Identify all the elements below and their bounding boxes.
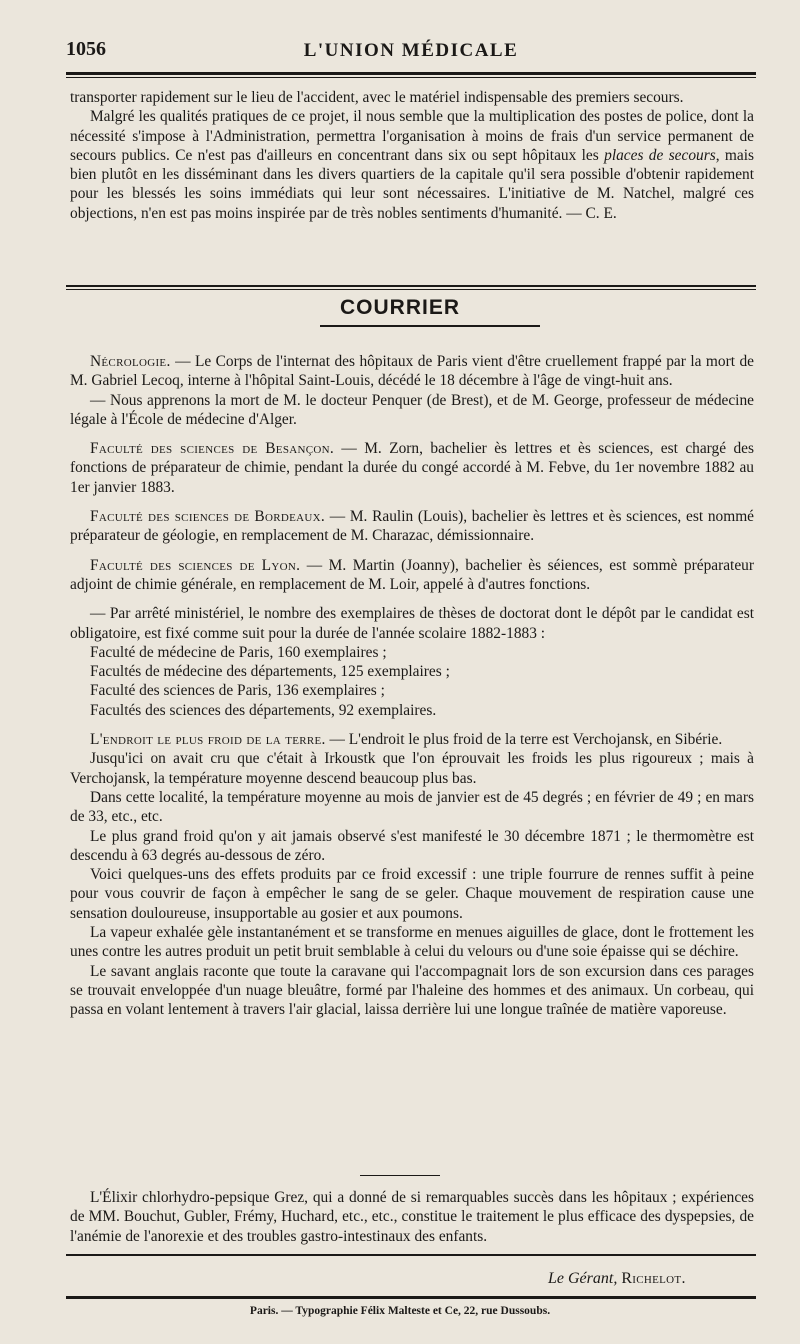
advert-text — [70, 1188, 754, 1246]
froid-paragraph-5: Voici quelques-uns des effets produits par ce froid excessif : une triple fourrure de rennes suffit à peine pour vous couvrir de façon à empêcher le sang de se geler. Chaque mouvement de respiration cause une sensation douloureuse, insupportable au gosier et aux poumons. — [70, 866, 754, 922]
intro-paragraph-2: Malgré les qualités pratiques de ce projet, il nous semble que la multiplication des postes de police, dont la nécessité s'impose à l'Administration, permettra l'organisation à moins de frais d'un service permanent de secours publics. Ce n'est pas d'ailleurs en concentrant dans six ou sept hôpitaux les places de secours, mais bien plutôt en les disséminant dans les divers quartiers de la capitale qu'il sera possible d'obtenir rapidement pour les blessés les soins immédiats qui leur sont nécessaires. L'initiative de M. Natchel, malgré ces objections, n'en est pas moins inspirée par de très nobles sentiments d'humanité. — C. E. — [70, 108, 754, 222]
froid-paragraph-1: L'endroit le plus froid de la terre. — L'endroit le plus froid de la terre est Verchojansk, en Sibérie. — [90, 731, 723, 749]
besancon-paragraph: Faculté des sciences de Besançon. — M. Zorn, bachelier ès lettres et ès sciences, est chargé des fonctions de préparateur de chimie, pendant la durée du congé accordé à M. Febve, du 1er novembre 1882 au 1er janvier 1883. — [70, 440, 754, 496]
list-item: Faculté de médecine de Paris, 160 exemplaires ; — [90, 643, 387, 661]
courrier-body — [70, 352, 754, 1020]
section-rule — [66, 285, 756, 287]
froid-heading: L'endroit le plus froid de la terre. — [90, 731, 326, 749]
froid-paragraph-3: Dans cette localité, la température moyenne au mois de janvier est de 45 degrés ; en février de 49 ; en mars de 33, etc., etc. — [70, 788, 754, 826]
advert-divider — [360, 1175, 440, 1176]
lyon-heading: Faculté des sciences de Lyon. — [90, 556, 301, 574]
gerant-signature — [548, 1270, 686, 1288]
intro-signature: — C. E. — [566, 204, 617, 222]
intro-paragraph-1: transporter rapidement sur le lieu de l'accident, avec le matériel indispensable des premiers secours. — [70, 89, 684, 106]
exemplaires-list — [70, 643, 754, 720]
gerant-name: Richelot. — [621, 1270, 686, 1287]
froid-paragraph-6: La vapeur exhalée gèle instantanément et se transforme en menues aiguilles de glace, dont le frottement les unes contre les autres produit un petit bruit semblable à celui du velours ou d'une soie épaisse qui se déchire. — [70, 924, 754, 961]
list-item: Faculté des sciences de Paris, 136 exemplaires ; — [90, 682, 385, 700]
intro-text — [70, 88, 754, 223]
necrologie-heading: Nécrologie. — [90, 353, 171, 370]
advert-paragraph: L'Élixir chlorhydro-pepsique Grez, qui a donné de si remarquables succès dans les hôpitaux ; expériences de MM. Bouchut, Gubler, Frémy, Huchard, etc., etc., constitue le traitement le plus efficace des dyspepsies, de l'anémie de l'anorexie et des troubles gastro-intestinaux des enfants. — [70, 1189, 754, 1245]
necrologie-paragraph: Nécrologie. — Le Corps de l'internat des hôpitaux de Paris vient d'être cruellement frappé par la mort de M. Gabriel Lecoq, interne à l'hôpital Saint-Louis, décédé le 18 décembre à l'âge de vingt-huit ans. — [70, 353, 754, 390]
section-rule-2 — [66, 289, 756, 290]
bordeaux-heading: Faculté des sciences de Bordeaux. — [90, 508, 326, 526]
page-header — [66, 38, 756, 68]
list-item: Facultés de médecine des départements, 125 exemplaires ; — [90, 663, 450, 681]
title-underline — [320, 325, 540, 327]
besancon-heading: Faculté des sciences de Besançon. — [90, 440, 334, 458]
page-number: 1056 — [66, 38, 106, 60]
footer-rule — [66, 1296, 756, 1299]
gerant-label: Le Gérant, — [548, 1270, 618, 1287]
froid-paragraph-2: Jusqu'ici on avait cru que c'était à Irkoustk que l'on éprouvait les froids les plus rigoureux ; mais à Verchojansk, la température moyenne descend beaucoup plus bas. — [70, 750, 754, 787]
printer-imprint: Paris. — Typographie Félix Malteste et Ce, 22, rue Dussoubs. — [249, 1305, 551, 1317]
section-title: COURRIER — [339, 296, 460, 319]
journal-title: L'UNION MÉDICALE — [303, 40, 519, 61]
lyon-paragraph: Faculté des sciences de Lyon. — M. Martin (Joanny), bachelier ès séiences, est sommè préparateur adjoint de chimie générale, en remplacement de M. Loir, appelé à d'autres fonctions. — [70, 556, 754, 593]
list-item: Facultés des sciences des départements, 92 exemplaires. — [90, 701, 437, 719]
header-rule-thin — [66, 77, 756, 78]
froid-paragraph-7: Le savant anglais raconte que toute la caravane qui l'accompagnait lors de son excursion dans ces parages se trouvait enveloppée d'un nuage bleuâtre, formé par l'haleine des hommes et des animaux. Un corbeau, qui passa en volant lentement à travers l'air glacial, laissa derrière lui une longue traînée de matière vaporeuse. — [70, 962, 754, 1019]
arrete-paragraph: — Par arrêté ministériel, le nombre des exemplaires de thèses de doctorat dont le dépôt par le candidat est obligatoire, est fixé comme suit pour la durée de l'année scolaire 1882-1883 : — [70, 605, 754, 642]
bordeaux-paragraph: Faculté des sciences de Bordeaux. — M. Raulin (Louis), bachelier ès lettres et ès sciences, est nommé préparateur de géologie, en remplacement de M. Charazac, démissionnaire. — [70, 508, 754, 545]
header-rule — [66, 72, 756, 75]
froid-paragraph-4: Le plus grand froid qu'on y ait jamais observé s'est manifesté le 30 décembre 1871 ; le thermomètre est descendu à 63 degrés au-dessous de zéro. — [70, 827, 754, 864]
penquer-paragraph: — Nous apprenons la mort de M. le docteur Penquer (de Brest), et de M. George, professeur de médecine légale à l'École de médecine d'Alger. — [70, 391, 754, 428]
advert-rule — [66, 1254, 756, 1256]
